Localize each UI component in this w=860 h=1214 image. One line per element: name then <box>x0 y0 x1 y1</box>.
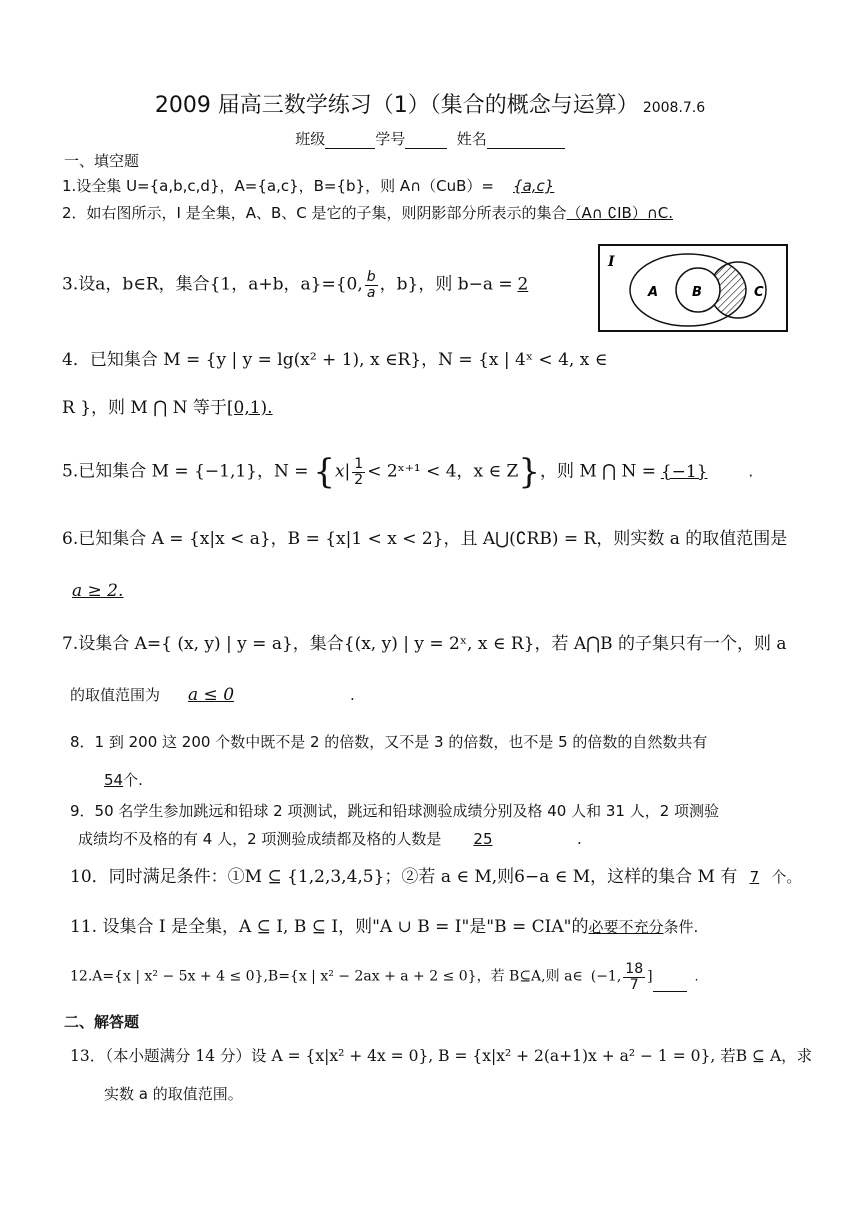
section-fill-blank: 一、填空题 <box>64 152 140 170</box>
q8-end: 个. <box>123 771 143 789</box>
q6-answer: a ≥ 2. <box>72 581 124 601</box>
q2-answer: （A∩ ∁IB）∩C. <box>566 204 674 222</box>
q8-answer: 54 <box>104 771 124 789</box>
q12-answer-right: ] <box>647 968 653 985</box>
q5-frac-den: 2 <box>354 471 364 488</box>
q10-answer: 7 <box>749 868 760 886</box>
q11-prefix: 11. 设集合 I 是全集，A ⊆ I, B ⊆ I，则"A ∪ B = I"是"B = CIA"的 <box>70 917 589 937</box>
section-answer: 二、解答题 <box>64 1013 140 1031</box>
q5-frac-num: 1 <box>354 455 364 472</box>
q10-prefix: 10．同时满足条件：①M ⊆ {1,2,3,4,5}；②若 a ∈ M,则6−a ∈ M，这样的集合 M 有 <box>70 867 738 887</box>
date: 2008.7.6 <box>642 100 706 116</box>
q12-answer-left: (−1, <box>590 968 622 985</box>
q6-text: 6.已知集合 A = {x|x < a}，B = {x|1 < x < 2}，且 A⋃(∁RB) = R，则实数 a 的取值范围是 <box>62 529 788 549</box>
question-10 <box>70 866 801 888</box>
question-8-line2 <box>104 771 143 791</box>
q13-line2: 实数 a 的取值范围。 <box>104 1085 243 1103</box>
question-12 <box>70 962 699 992</box>
q5-end: . <box>748 462 754 481</box>
q7-line1: 7.设集合 A={ (x, y) | y = a}，集合{(x, y) | y = 2ˣ, x ∈ R}，若 A⋂B 的子集只有一个，则 a <box>62 634 787 654</box>
class-label: 班级 <box>295 130 326 148</box>
question-2 <box>62 204 673 224</box>
q10-end: 个。 <box>771 868 802 886</box>
q1-answer: {a,c} <box>513 177 555 195</box>
q4-line2-prefix: R }，则 M ⋂ N 等于 <box>62 398 227 418</box>
question-4-line2 <box>62 397 273 419</box>
q11-answer: 必要不充分 <box>588 918 664 936</box>
q12-frac-den: 7 <box>629 976 639 993</box>
question-8-line1 <box>70 733 707 753</box>
question-13-line1 <box>70 1046 812 1067</box>
q5-set-left: x <box>334 461 345 482</box>
q13-line1: 13．（本小题满分 14 分）设 A = {x|x² + 4x = 0}, B = {x|x² + 2(a+1)x + a² − 1 = 0}, 若B ⊆ A，求 <box>70 1047 813 1065</box>
q9-line1: 9．50 名学生参加跳远和铅球 2 项测试，跳远和铅球测验成绩分别及格 40 人和 31 人，2 项测验 <box>70 802 720 820</box>
q12-end: . <box>694 968 699 984</box>
question-6-line2 <box>72 580 123 602</box>
id-label: 学号 <box>375 130 406 148</box>
q5-set-right: < 2ˣ⁺¹ < 4，x ∈ Z <box>367 461 519 482</box>
q5-right-brace: } <box>518 452 540 492</box>
q1-text: 1.设全集 U={a,b,c,d}，A={a,c}，B={b}，则 A∩（CuB）= <box>62 177 494 195</box>
q12-fraction <box>623 962 645 992</box>
q3-frac-num: b <box>366 269 376 285</box>
q5-bar: | <box>344 461 351 482</box>
q4-line1: 4．已知集合 M = {y | y = lg(x² + 1), x ∈R}，N = {x | 4ˣ < 4, x ∈ <box>62 350 608 370</box>
label-c: C <box>754 285 764 300</box>
q3-suffix: ，b}，则 b−a = <box>379 274 513 295</box>
question-6-line1 <box>62 528 787 550</box>
question-9-line2 <box>78 830 582 850</box>
q11-end: 条件. <box>663 918 699 936</box>
question-9-line1 <box>70 802 719 822</box>
label-b: B <box>692 285 702 300</box>
q7-end: . <box>350 686 355 704</box>
q7-line2-prefix: 的取值范围为 <box>70 686 161 704</box>
id-blank[interactable] <box>405 132 447 149</box>
class-blank[interactable] <box>325 132 375 149</box>
question-1 <box>62 177 554 197</box>
question-7-line1 <box>62 633 787 655</box>
q3-prefix: 3.设a，b∈R，集合{1，a+b，a}={0, <box>62 274 363 295</box>
q5-prefix: 5.已知集合 M = {−1,1}，N = <box>62 461 309 482</box>
q9-end: . <box>576 830 582 848</box>
q4-answer: [0,1). <box>226 398 273 418</box>
q3-answer: 2 <box>517 274 529 295</box>
question-5 <box>62 450 753 494</box>
q3-fraction <box>365 270 378 300</box>
question-13-line2 <box>104 1085 243 1105</box>
q7-answer: a ≤ 0 <box>188 685 235 705</box>
name-label: 姓名 <box>456 130 487 148</box>
name-blank[interactable] <box>487 132 565 149</box>
q3-frac-den: a <box>366 284 376 301</box>
q5-left-brace: { <box>313 452 335 492</box>
q12-prefix: 12.A={x | x² − 5x + 4 ≤ 0},B={x | x² − 2ax + a + 2 ≤ 0}，若 B⊆A,则 a∈ <box>70 968 583 985</box>
q8-line1: 8．1 到 200 这 200 个数中既不是 2 的倍数，又不是 3 的倍数，也不是 5 的倍数的自然数共有 <box>70 733 708 751</box>
page-title <box>0 88 860 119</box>
q12-blank <box>653 978 687 992</box>
q5-suffix: ，则 M ⋂ N = <box>539 461 657 482</box>
q9-answer: 25 <box>473 830 493 848</box>
q2-text: 2．如右图所示，I 是全集，A、B、C 是它的子集，则阴影部分所表示的集合 <box>62 204 567 222</box>
student-info-line <box>0 128 860 149</box>
q5-fraction <box>352 457 365 487</box>
question-7-line2 <box>70 684 355 706</box>
title-text: 2009 届高三数学练习（1）（集合的概念与运算） <box>154 93 639 118</box>
question-4-line1 <box>62 349 607 371</box>
question-11 <box>70 916 698 938</box>
venn-diagram <box>598 244 788 332</box>
q5-answer: {−1} <box>660 461 708 482</box>
label-i: I <box>608 254 615 270</box>
q12-frac-num: 18 <box>625 961 644 977</box>
label-a: A <box>648 285 659 300</box>
q9-line2-prefix: 成绩均不及格的有 4 人，2 项测验成绩都及格的人数是 <box>78 830 442 848</box>
question-3 <box>62 270 528 300</box>
